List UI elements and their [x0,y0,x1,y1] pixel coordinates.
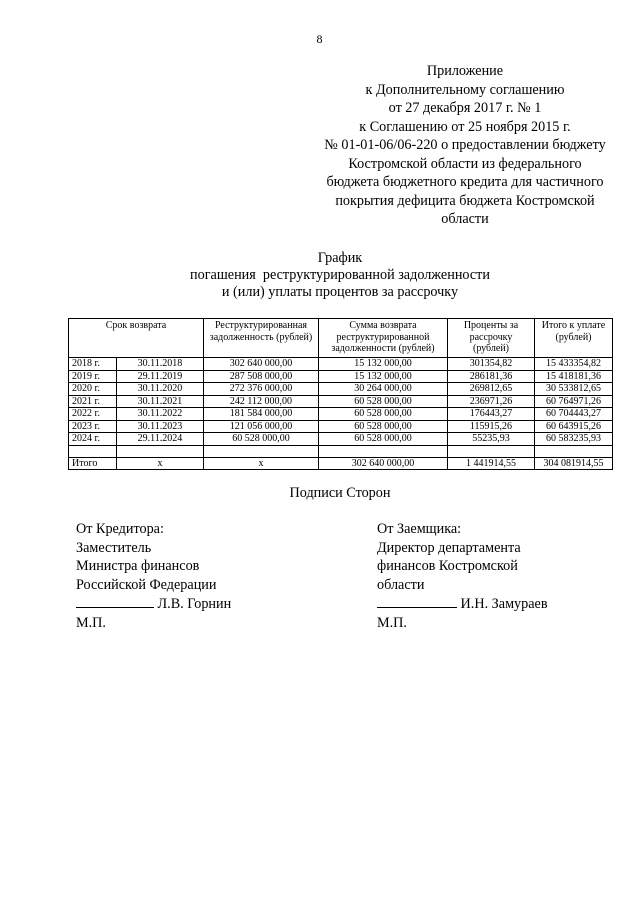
appendix-line: покрытия дефицита бюджета Костромской [335,192,595,209]
cell-date: 30.11.2021 [117,395,204,408]
totals-total: 304 081914,55 [535,457,613,470]
appendix-line: области [441,211,489,227]
cell-interest: 236971,26 [448,395,535,408]
creditor-seal: М.П. [76,614,106,631]
signature-blank [377,594,457,608]
table-row [69,408,613,421]
borrower-signature-line [377,594,548,614]
signature-blank [76,594,154,608]
table-row [69,420,613,433]
cell-year: 2023 г. [69,420,117,433]
cell-return-sum: 30 264 000,00 [319,383,448,396]
cell-year: 2024 г. [69,433,117,446]
header-debt: Реструктурированная задолженность (рублей) [204,319,319,358]
cell-year: 2019 г. [69,370,117,383]
borrower-line: От Заемщика: [377,521,462,537]
cell-return-sum: 60 528 000,00 [319,408,448,421]
cell-total: 60 704443,27 [535,408,613,421]
schedule-title-line: и (или) уплаты процентов за рассрочку [221,284,459,300]
cell-debt: 121 056 000,00 [204,420,319,433]
cell-date: 30.11.2023 [117,420,204,433]
cell-year: 2020 г. [69,383,117,396]
cell-debt: 181 584 000,00 [204,408,319,421]
cell-debt: 60 528 000,00 [204,433,319,446]
cell-empty [448,445,535,457]
cell-empty [69,445,117,457]
cell-empty [535,445,613,457]
table-empty-row [69,445,613,457]
cell-total: 15 418181,36 [535,370,613,383]
borrower-seal: М.П. [377,614,407,631]
page-number: 8 [316,32,323,46]
cell-total: 60 583235,93 [535,433,613,446]
cell-interest: 115915,26 [448,420,535,433]
cell-total: 60 764971,26 [535,395,613,408]
cell-debt: 272 376 000,00 [204,383,319,396]
table-row [69,383,613,396]
creditor-signature-line [76,594,231,614]
creditor-signature-block [76,520,231,633]
appendix-line: к Дополнительному соглашению [365,81,565,98]
header-return-sum: Сумма возврата реструктурированной задолженности (рублей) [319,319,448,358]
header-total: Итого к уплате (рублей) [535,319,613,358]
cell-total: 30 533812,65 [535,383,613,396]
cell-return-sum: 60 528 000,00 [319,433,448,446]
cell-return-sum: 15 132 000,00 [319,358,448,371]
cell-debt: 302 640 000,00 [204,358,319,371]
cell-year: 2021 г. [69,395,117,408]
table-row [69,370,613,383]
appendix-line: Костромской области из федерального [348,155,582,172]
creditor-line: Министра финансов [76,558,200,575]
cell-interest: 176443,27 [448,408,535,421]
cell-interest: 286181,36 [448,370,535,383]
cell-return-sum: 60 528 000,00 [319,420,448,433]
cell-total: 60 643915,26 [535,420,613,433]
repayment-schedule-table [68,318,613,470]
cell-date: 30.11.2022 [117,408,204,421]
appendix-header [300,62,630,229]
appendix-line: к Соглашению от 25 ноября 2015 г. [359,118,571,135]
cell-debt: 287 508 000,00 [204,370,319,383]
totals-label: Итого [69,457,117,470]
creditor-line: Заместитель [76,539,152,556]
totals-interest: 1 441914,55 [448,457,535,470]
schedule-title-line: График [317,250,363,266]
cell-interest: 301354,82 [448,358,535,371]
appendix-line: Приложение [426,63,504,79]
appendix-line: от 27 декабря 2017 г. № 1 [388,100,542,116]
cell-empty [204,445,319,457]
appendix-line: бюджета бюджетного кредита для частичного [326,174,604,190]
header-period: Срок возврата [69,319,204,358]
schedule-title [0,250,639,301]
creditor-line: Российской Федерации [76,576,217,593]
borrower-signer: И.Н. Замураев [460,596,548,613]
cell-debt: 242 112 000,00 [204,395,319,408]
cell-date: 29.11.2024 [117,433,204,446]
cell-return-sum: 60 528 000,00 [319,395,448,408]
totals-debt: х [204,457,319,470]
schedule-title-line: погашения реструктурированной задолженности [190,267,490,283]
cell-year: 2018 г. [69,358,117,371]
borrower-line: финансов Костромской [377,558,518,575]
cell-year: 2022 г. [69,408,117,421]
totals-date: х [117,457,204,470]
cell-interest: 269812,65 [448,383,535,396]
table-row [69,395,613,408]
borrower-line: Директор департамента [377,539,521,556]
cell-total: 15 433354,82 [535,358,613,371]
cell-return-sum: 15 132 000,00 [319,370,448,383]
creditor-signer: Л.В. Горнин [157,596,232,613]
appendix-line: № 01-01-06/06-220 о предоставлении бюджету [324,137,606,153]
cell-interest: 55235,93 [448,433,535,446]
header-interest: Проценты за рассрочку (рублей) [448,319,535,358]
signatures-title: Подписи Сторон [289,485,391,501]
cell-empty [117,445,204,457]
table-row [69,433,613,446]
totals-return-sum: 302 640 000,00 [319,457,448,470]
cell-empty [319,445,448,457]
borrower-signature-block [377,520,548,633]
table-row [69,358,613,371]
cell-date: 30.11.2018 [117,358,204,371]
borrower-line: области [377,576,425,593]
table-totals-row [69,457,613,470]
cell-date: 30.11.2020 [117,383,204,396]
creditor-line: От Кредитора: [76,521,164,537]
table-header-row [69,319,613,358]
cell-date: 29.11.2019 [117,370,204,383]
